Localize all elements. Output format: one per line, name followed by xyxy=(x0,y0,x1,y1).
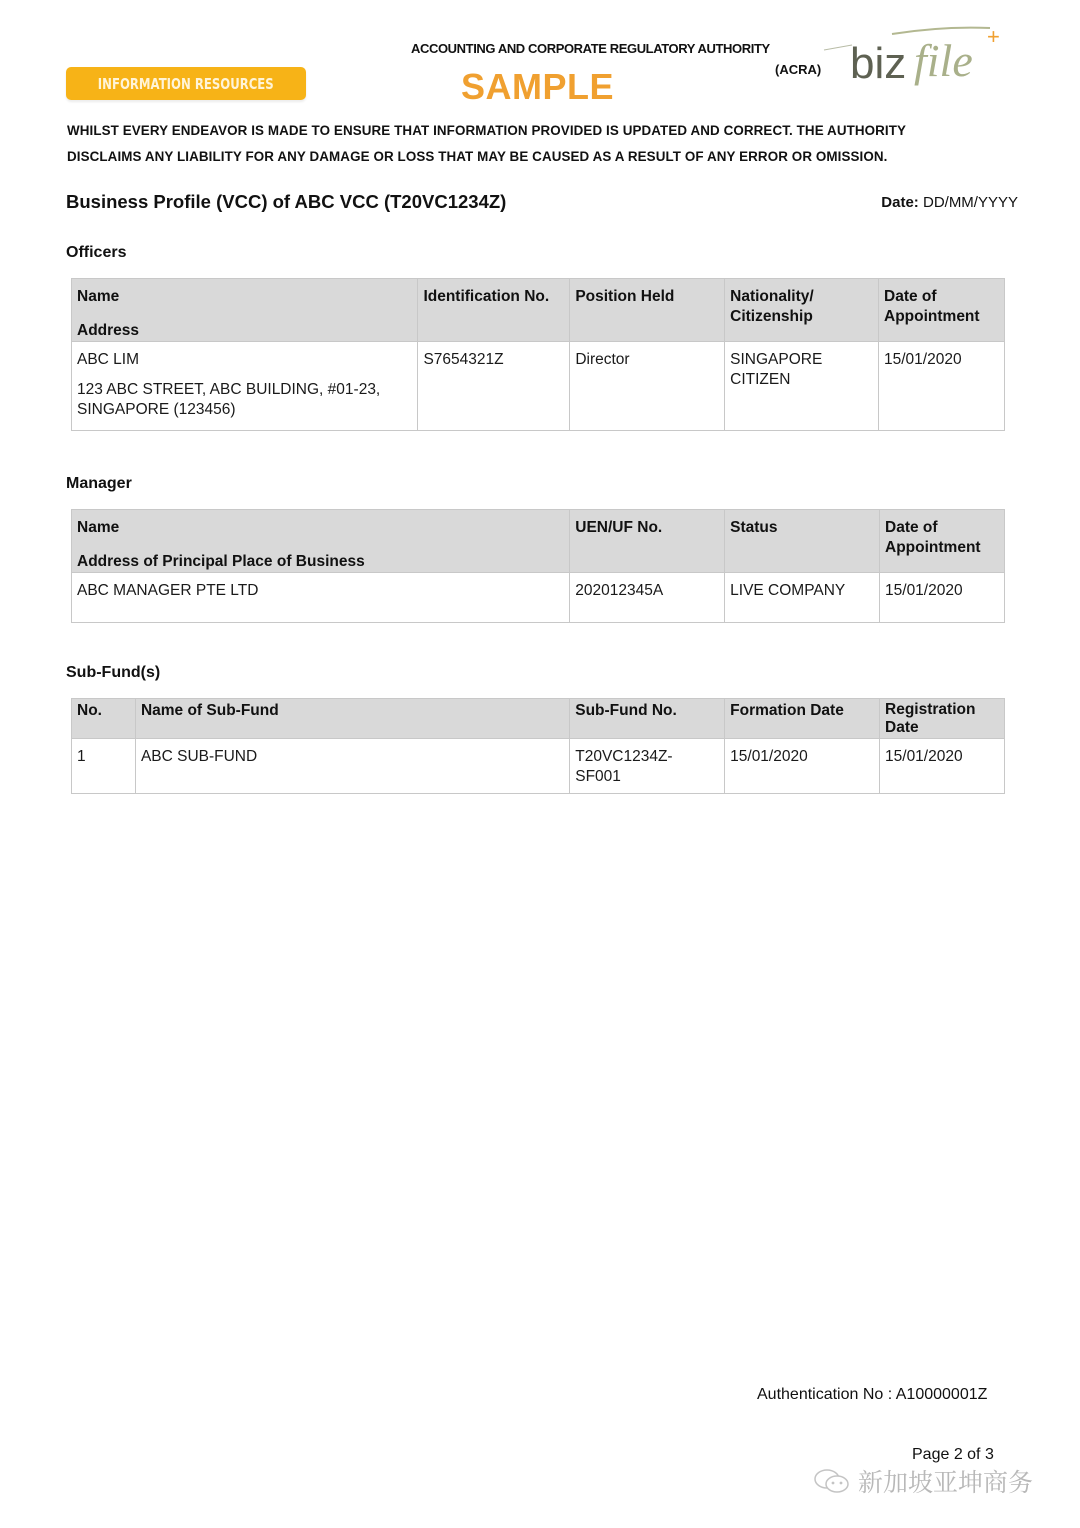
table-row xyxy=(72,739,1005,794)
date-label: Date: xyxy=(881,194,919,211)
manager-heading: Manager xyxy=(66,475,132,492)
manager-header-row xyxy=(72,510,1005,573)
col-nationality: Nationality/ Citizenship xyxy=(725,279,879,342)
officers-table xyxy=(71,278,1005,431)
logo-biz: biz xyxy=(850,39,907,88)
disclaimer-line-2: DISCLAIMS ANY LIABILITY FOR ANY DAMAGE OR LOSS THAT MAY BE CAUSED AS A RESULT OF ANY ERROR OR OMISSION. xyxy=(67,149,888,164)
watermark-text: 新加坡亚坤商务 xyxy=(858,1469,1034,1497)
col-status: Status xyxy=(725,510,880,573)
col-date-appointment: Date of Appointment xyxy=(880,510,1005,573)
col-name-address: Name Address of Principal Place of Business xyxy=(72,510,570,573)
officers-heading: Officers xyxy=(66,244,127,261)
col-date-appointment: Date of Appointment xyxy=(879,279,1005,342)
col-no: No. xyxy=(72,699,136,739)
officer-address: 123 ABC STREET, ABC BUILDING, #01-23, SINGAPORE (123456) xyxy=(77,381,381,418)
officers-header-row xyxy=(72,279,1005,342)
page-number: Page 2 of 3 xyxy=(912,1446,994,1463)
logo-file: file xyxy=(914,35,973,86)
subfund-formation-date: 15/01/2020 xyxy=(725,739,880,794)
logo-plus-icon: + xyxy=(987,24,1000,49)
officer-name-address xyxy=(72,342,418,431)
sample-watermark: SAMPLE xyxy=(461,66,615,107)
officer-name: ABC LIM xyxy=(77,351,140,368)
authority-name: ACCOUNTING AND CORPORATE REGULATORY AUTHORITY xyxy=(411,41,770,56)
table-row xyxy=(72,573,1005,623)
col-subfund-name: Name of Sub-Fund xyxy=(135,699,569,739)
officer-date-appointment: 15/01/2020 xyxy=(879,342,1005,431)
officer-position: Director xyxy=(570,342,725,431)
disclaimer xyxy=(67,118,1007,170)
manager-name: ABC MANAGER PTE LTD xyxy=(72,573,570,623)
wechat-icon xyxy=(812,1466,852,1496)
information-resources-badge xyxy=(66,67,306,100)
manager-table xyxy=(71,509,1005,623)
officer-id-no: S7654321Z xyxy=(418,342,570,431)
col-subfund-no: Sub-Fund No. xyxy=(570,699,725,739)
date-value: DD/MM/YYYY xyxy=(922,194,1018,211)
col-name-address: Name Address xyxy=(72,279,418,342)
manager-date-appointment: 15/01/2020 xyxy=(880,573,1005,623)
authentication-number: Authentication No : A10000001Z xyxy=(757,1386,988,1403)
disclaimer-line-1: WHILST EVERY ENDEAVOR IS MADE TO ENSURE THAT INFORMATION PROVIDED IS UPDATED AND CORRECT. THE AUTHORITY xyxy=(67,123,907,138)
authority-acronym: (ACRA) xyxy=(775,62,822,77)
col-identification-no: Identification No. xyxy=(418,279,570,342)
col-registration-date: Registration Date xyxy=(880,699,1005,739)
wechat-watermark xyxy=(812,1463,1033,1499)
document-date xyxy=(881,194,1018,211)
badge-label: INFORMATION RESOURCES xyxy=(98,74,274,93)
subfunds-heading: Sub-Fund(s) xyxy=(66,664,161,681)
page-title: Business Profile (VCC) of ABC VCC (T20VC1234Z) xyxy=(66,191,507,212)
col-position-held: Position Held xyxy=(570,279,725,342)
subfunds-header-row xyxy=(72,699,1005,739)
subfund-name: ABC SUB-FUND xyxy=(135,739,569,794)
officer-nationality: SINGAPORE CITIZEN xyxy=(725,342,879,431)
col-uen-no: UEN/UF No. xyxy=(570,510,725,573)
bizfile-logo xyxy=(822,20,1012,90)
table-row xyxy=(72,342,1005,431)
manager-uen: 202012345A xyxy=(570,573,725,623)
col-formation-date: Formation Date xyxy=(725,699,880,739)
subfund-number: T20VC1234Z- SF001 xyxy=(570,739,725,794)
subfunds-table xyxy=(71,698,1005,794)
subfund-no-index: 1 xyxy=(72,739,136,794)
subfund-registration-date: 15/01/2020 xyxy=(880,739,1005,794)
manager-status: LIVE COMPANY xyxy=(725,573,880,623)
